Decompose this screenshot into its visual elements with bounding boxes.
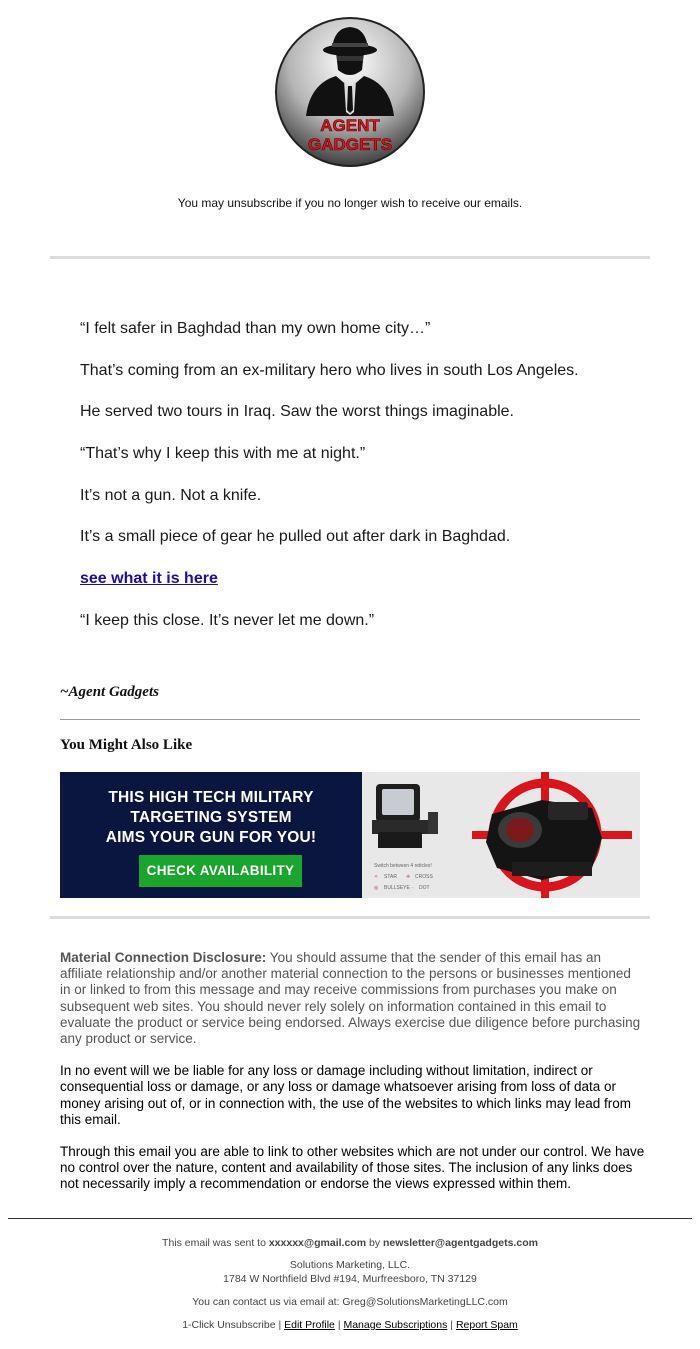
banner-divider bbox=[50, 916, 650, 919]
check-availability-button[interactable]: CHECK AVAILABILITY bbox=[139, 855, 302, 887]
story-body bbox=[80, 318, 640, 652]
company-address: 1784 W Northfield Blvd #194, Murfreesboro, TN 37129 bbox=[223, 1273, 477, 1285]
reticle-bullseye-marker: ◎ bbox=[374, 885, 379, 891]
logo-brand-line-1: AGENT bbox=[320, 116, 380, 135]
agent-gadgets-logo bbox=[272, 14, 428, 170]
separator: | bbox=[334, 1319, 344, 1331]
story-paragraph: “I felt safer in Baghdad than my own home city…” bbox=[80, 320, 431, 337]
company-name: Solutions Marketing, LLC. bbox=[289, 1259, 411, 1271]
footer-links bbox=[0, 1318, 700, 1332]
reticle-dot-marker: · bbox=[412, 885, 414, 891]
banner-headline-line: AIMS YOUR GUN FOR YOU! bbox=[105, 829, 317, 846]
banner-headline-line: TARGETING SYSTEM bbox=[130, 809, 292, 826]
email-footer bbox=[0, 1236, 700, 1332]
reticle-bullseye-label: BULLSEYE bbox=[384, 885, 410, 891]
liability-disclaimer: In no event will we be liable for any loss or damage including without limitation, indirect or consequential loss or damage, or any loss or damage whatsoever arising from loss of data or money arising out of, or in connection with, the use of the websites to which links may lead from this email. bbox=[60, 1063, 632, 1127]
sent-to-line bbox=[0, 1236, 700, 1250]
sent-by: by bbox=[366, 1237, 383, 1249]
unsubscribe-note: You may unsubscribe if you no longer wish to receive our emails. bbox=[177, 196, 523, 210]
reticle-dot-label: DOT bbox=[419, 885, 430, 891]
see-what-it-is-link[interactable]: see what it is here bbox=[80, 570, 218, 588]
header-logo-area bbox=[0, 14, 700, 170]
one-click-unsubscribe[interactable]: 1-Click Unsubscribe bbox=[182, 1319, 276, 1331]
targeting-system-banner-ad[interactable] bbox=[60, 772, 640, 898]
logo-brand-line-2: GADGETS bbox=[307, 135, 393, 154]
sender-email: newsletter@agentgadgets.com bbox=[383, 1237, 538, 1249]
separator: | bbox=[447, 1319, 456, 1331]
separator: | bbox=[275, 1319, 285, 1331]
sent-prefix: This email was sent to bbox=[162, 1237, 269, 1249]
story-paragraph: “That’s why I keep this with me at night.” bbox=[80, 445, 366, 463]
footer-divider bbox=[8, 1218, 692, 1219]
legal-disclosure bbox=[60, 950, 645, 1209]
signoff: ~Agent Gadgets bbox=[60, 684, 159, 700]
contact-line: You can contact us via email at: Greg@SolutionsMarketingLLC.com bbox=[192, 1296, 508, 1308]
story-paragraph: It’s a small piece of gear he pulled out after dark in Baghdad. bbox=[80, 528, 511, 546]
story-paragraph: It’s not a gun. Not a knife. bbox=[80, 486, 262, 504]
story-cta-row bbox=[80, 568, 640, 610]
red-dot-sight-image bbox=[362, 772, 640, 898]
material-connection-disclosure bbox=[60, 950, 645, 1047]
reticle-star-marker: ✧ bbox=[374, 874, 379, 880]
external-links-disclaimer: Through this email you are able to link to other websites which are not under our control. We have no control over the nature, content and availability of those sites. The inclusion of any links does not necessarily imply a recommendation or endorse the views expressed within them. bbox=[60, 1144, 645, 1192]
signoff-divider bbox=[60, 719, 640, 720]
reticle-cross-label: CROSS bbox=[415, 874, 433, 880]
banner-product-panel bbox=[362, 772, 640, 898]
story-paragraph: He served two tours in Iraq. Saw the worst things imaginable. bbox=[80, 403, 514, 421]
also-like-heading: You Might Also Like bbox=[60, 737, 193, 753]
story-paragraph: That’s coming from an ex-military hero who lives in south Los Angeles. bbox=[80, 361, 579, 379]
disclosure-text: You should assume that the sender of this email has an affiliate relationship and/or another material connection to the persons or businesses mentioned in or linked to from this message and may receive commissions from purchases you make on subsequent web sites. You should never rely solely on information contained in this email to evaluate the product or service being endorsed. Always exercise due diligence before purchasing any product or service. bbox=[60, 950, 641, 1047]
banner-headline-line: THIS HIGH TECH MILITARY bbox=[108, 789, 314, 806]
manage-subscriptions-link[interactable]: Manage Subscriptions bbox=[343, 1319, 448, 1331]
recipient-email: xxxxxx@gmail.com bbox=[268, 1237, 367, 1249]
header-divider bbox=[50, 256, 650, 259]
report-spam-link[interactable]: Report Spam bbox=[455, 1319, 518, 1331]
reticle-cross-marker: ✛ bbox=[406, 874, 411, 880]
story-closing-quote: “I keep this close. It’s never let me down.” bbox=[80, 611, 375, 629]
edit-profile-link[interactable]: Edit Profile bbox=[284, 1319, 335, 1331]
disclosure-title: Material Connection Disclosure: bbox=[60, 950, 267, 965]
banner-headline bbox=[60, 788, 362, 848]
reticle-star-label: STAR bbox=[384, 874, 397, 880]
banner-text-panel bbox=[60, 772, 362, 898]
reticle-caption: Switch between 4 reticles! bbox=[374, 863, 432, 869]
